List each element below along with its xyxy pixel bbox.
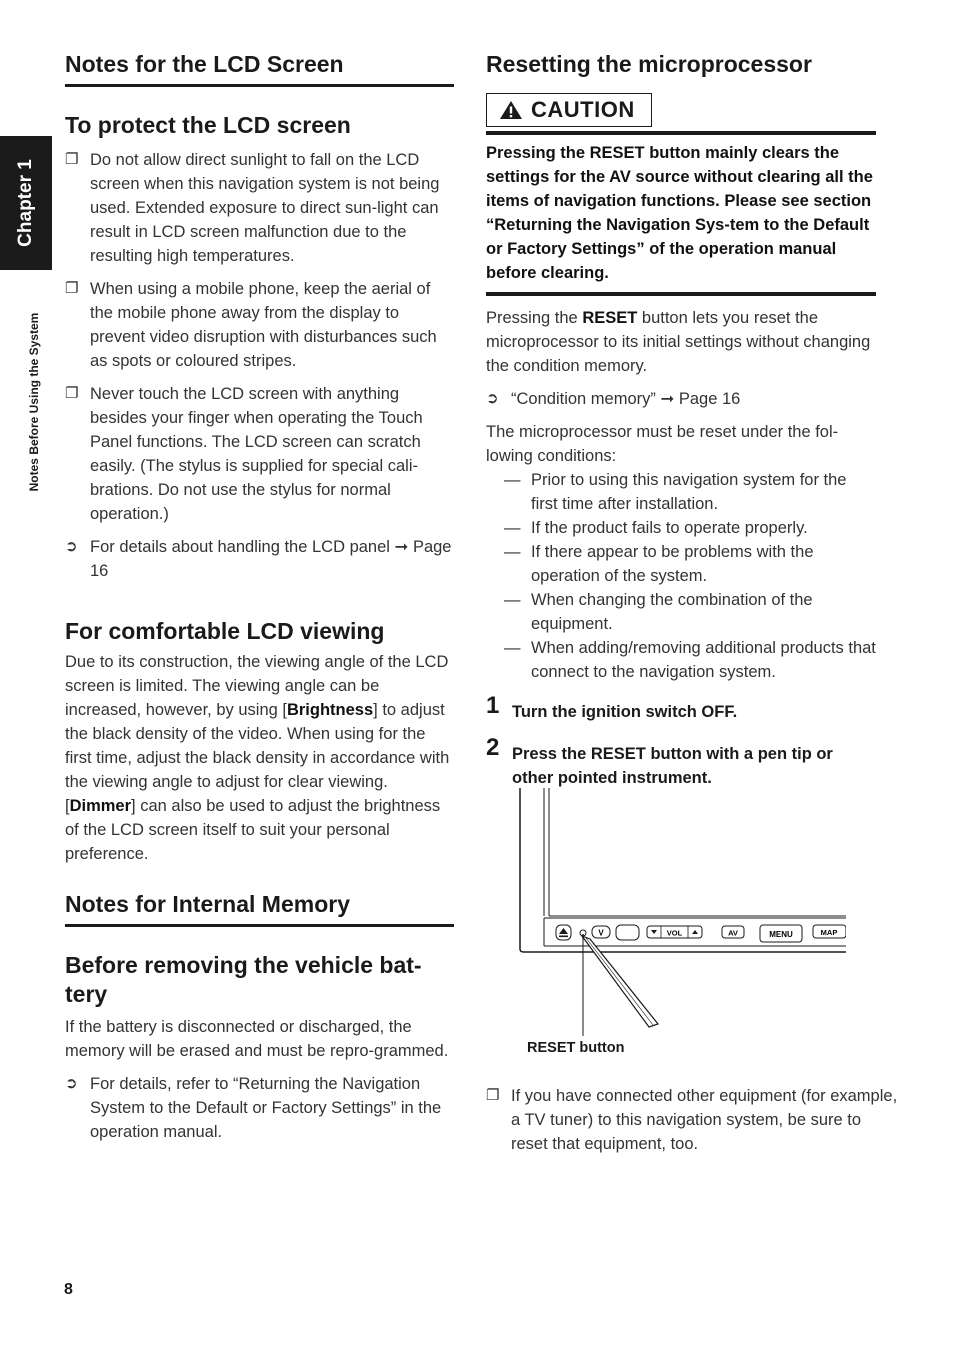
- heading-vehicle-battery: Before removing the vehicle bat-tery: [65, 952, 422, 1007]
- left-column: [65, 50, 454, 1144]
- heading-protect-lcd: To protect the LCD screen: [65, 111, 351, 138]
- reset-button-illustration: [516, 786, 846, 1036]
- heading-internal-memory: Notes for Internal Memory: [65, 890, 454, 927]
- vol-button-label: VOL: [666, 928, 683, 938]
- step-number: 2: [486, 733, 500, 761]
- warning-triangle-icon: [499, 100, 523, 120]
- list-item: — If there appear to be problems with the operation of the system.: [486, 540, 876, 588]
- reset-intro-paragraph: Pressing the RESET button lets you reset the microprocessor to its initial settings without changing the condition memory.: [486, 308, 871, 375]
- list-item: ❐ Do not allow direct sunlight to fall on the LCD screen when this navigation system is not being used. Extended exposure to direct sun-light can result in LCD screen malfunction due to the resulting high temperatures.: [65, 148, 454, 268]
- right-column: [486, 50, 876, 790]
- checkbox-bullet-icon: ❐: [65, 150, 79, 168]
- v-button-label: V: [598, 928, 604, 938]
- pen-icon: [582, 934, 658, 1027]
- caution-badge: [486, 93, 652, 127]
- checkbox-bullet-icon: ❐: [65, 279, 79, 297]
- step-1: 1 Turn the ignition switch OFF.: [486, 691, 738, 721]
- reference-item: ➲ For details, refer to “Returning the Navigation System to the Default or Factory Settings” in the operation manual.: [65, 1072, 454, 1144]
- list-item: — When adding/removing additional products that connect to the navigation system.: [486, 636, 876, 684]
- checkbox-bullet-icon: ❐: [65, 384, 79, 402]
- dash-bullet-icon: —: [504, 542, 521, 561]
- list-item: — If the product fails to operate properly.: [486, 516, 876, 540]
- viewing-paragraph: Due to its construction, the viewing angle of the LCD screen is limited. The viewing angle can be increased, however, by using [Brightness] to adjust the black density of the video. When using for the first time, adjust the black density in accordance with the viewing angle to adjust for clear viewing. [Dimmer] can also be used to adjust the brightness of the LCD screen itself to suit your personal preference.: [65, 653, 450, 864]
- dash-bullet-icon: —: [504, 590, 521, 609]
- reference-item: ➲ “Condition memory” ➞ Page 16: [486, 387, 876, 411]
- checkbox-bullet-icon: ❐: [486, 1087, 500, 1104]
- brightness-term: Brightness: [286, 701, 374, 720]
- conditions-intro: The microprocessor must be reset under the fol-lowing conditions:: [486, 422, 839, 465]
- caution-header: [486, 93, 876, 127]
- dash-bullet-icon: —: [504, 638, 521, 657]
- chapter-tab-label: Chapter 1: [15, 159, 36, 247]
- reference-arrow-icon: ➲: [65, 1074, 78, 1092]
- caution-text: Pressing the RESET button mainly clears the settings for the AV source without clearing all the items of navigation functions. Please see section “Returning the Navigation Sys-tem to the Default or Factory Settings” of the operation manual before clearing.: [486, 131, 876, 296]
- heading-lcd-viewing: For comfortable LCD viewing: [65, 617, 385, 644]
- step-number: 1: [486, 691, 500, 719]
- reset-term: RESET: [582, 308, 638, 327]
- step-2: 2 Press the RESET button with a pen tip or other pointed instrument.: [486, 733, 833, 787]
- dash-bullet-icon: —: [504, 470, 521, 489]
- menu-button-label: MENU: [769, 930, 793, 939]
- caution-label: CAUTION: [531, 96, 635, 122]
- list-item: ❐ When using a mobile phone, keep the aerial of the mobile phone away from the display to prevent video disruption with disturbances such as spots or coloured stripes.: [65, 277, 454, 373]
- section-side-label: Notes Before Using the System: [27, 312, 41, 492]
- dash-bullet-icon: —: [504, 518, 521, 537]
- reference-arrow-icon: ➲: [486, 389, 499, 407]
- reset-button-caption: RESET button: [527, 1040, 625, 1056]
- heading-lcd-screen: Notes for the LCD Screen: [65, 50, 454, 87]
- dimmer-term: Dimmer: [69, 797, 132, 816]
- map-button-label: MAP: [820, 928, 838, 937]
- list-item: — Prior to using this navigation system for the first time after installation.: [486, 468, 876, 516]
- list-item: ❐ Never touch the LCD screen with anything besides your finger when operating the Touch Panel functions. The LCD screen can scratch easily. (The stylus is supplied for special cali-brations. Do not use the stylus for normal operation.): [65, 382, 454, 526]
- reference-arrow-icon: ➲: [65, 537, 78, 555]
- final-note: ❐ If you have connected other equipment (for example, a TV tuner) to this navigation system, be sure to reset that equipment, too.: [486, 1084, 901, 1156]
- conditions-list: [486, 468, 876, 684]
- battery-paragraph: If the battery is disconnected or discharged, the memory will be erased and must be repro-grammed.: [65, 1017, 449, 1060]
- av-button-label: AV: [728, 928, 738, 938]
- list-item: — When changing the combination of the equipment.: [486, 588, 876, 636]
- reference-item: ➲ For details about handling the LCD panel ➞ Page 16: [65, 535, 454, 583]
- chapter-tab: [0, 136, 52, 270]
- page-number: 8: [64, 1281, 73, 1298]
- protect-list: [65, 148, 454, 583]
- heading-reset-microprocessor: Resetting the microprocessor: [486, 51, 812, 77]
